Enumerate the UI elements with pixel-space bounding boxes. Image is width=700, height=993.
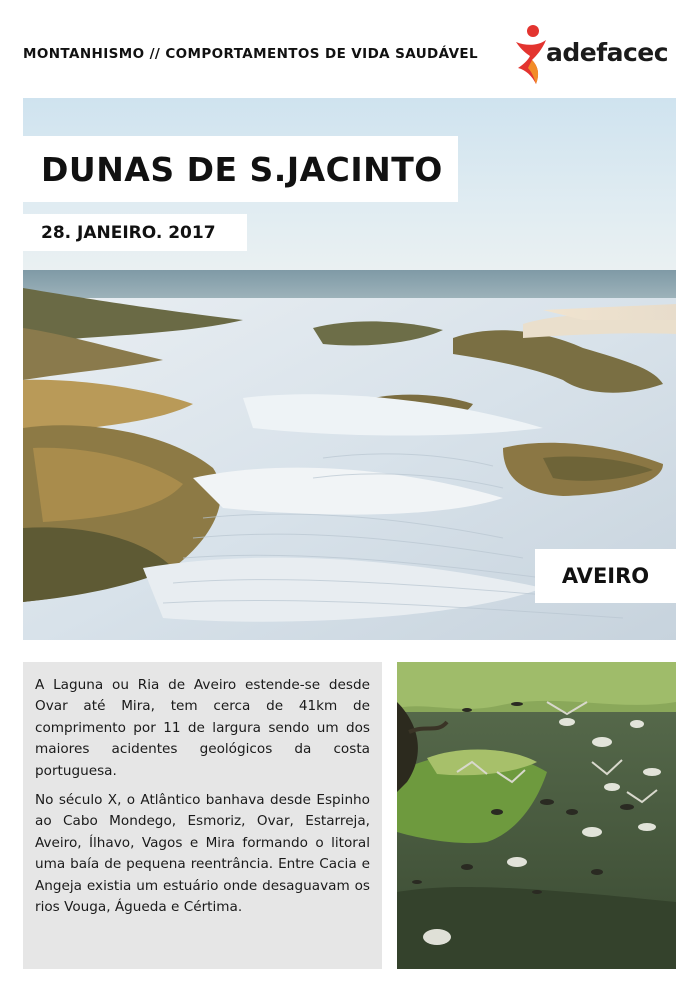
category-header: MONTANHISMO // COMPORTAMENTOS DE VIDA SAUDÁVEL [23,46,479,62]
paragraph-1: A Laguna ou Ria de Aveiro estende-se desde Ovar até Mira, tem cerca de 41km de comprimento por 11 de largura sendo um dos maiores acidentes geológicos da costa portuguesa. [35,677,370,779]
adefacec-logo [512,24,672,88]
title-box [23,136,458,202]
paragraph-2: No século X, o Atlântico banhava desde Espinho ao Cabo Mondego, Esmoriz, Ovar, Estarreja, Aveiro, Ílhavo, Vagos e Mira formando o litoral uma baía de pequena reentrância. Entre Cacia e Angeja existia um estuário onde desaguavam os rios Vouga, Águeda e Cértima. [35,792,370,916]
location-label: AVEIRO [561,564,650,588]
logo-wordmark: adefacec [546,38,669,67]
event-date: 28. JANEIRO. 2017 [41,222,216,243]
page-title: DUNAS DE S.JACINTO [41,149,443,189]
ducks-river-image [397,662,676,969]
description-panel [23,662,382,969]
location-box [535,549,676,603]
date-box [23,214,247,251]
